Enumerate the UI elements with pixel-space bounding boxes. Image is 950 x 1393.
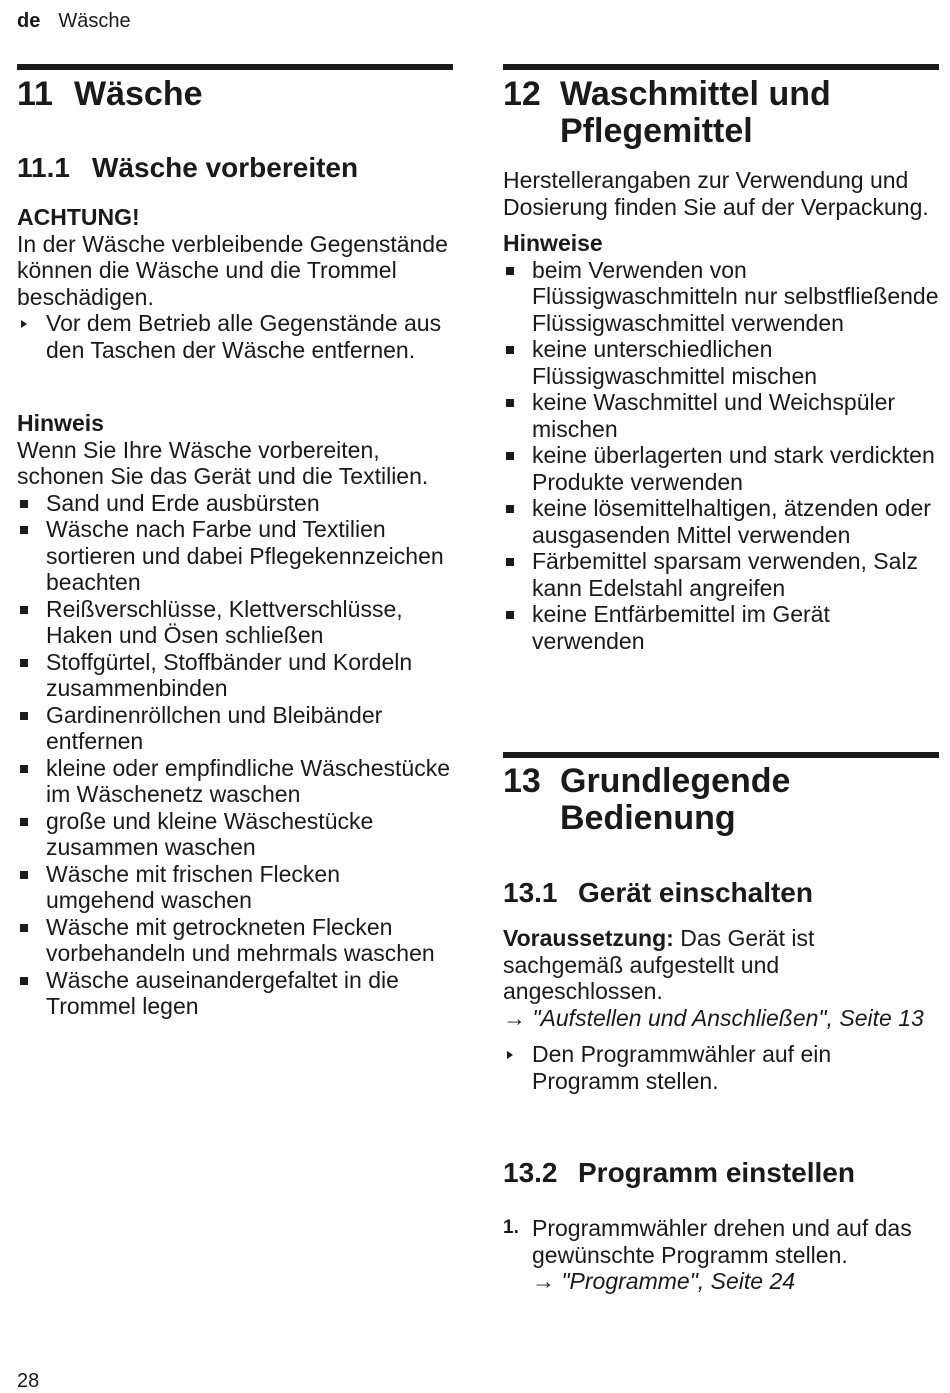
- list-item: Wäsche mit frischen Flecken umgehend waschen: [17, 861, 453, 914]
- section-rule: [17, 64, 453, 70]
- section-13-heading: 13 Grundlegende Bedienung: [503, 762, 791, 837]
- warning-block: [17, 204, 453, 363]
- list-item: Stoffgürtel, Stoffbänder und Kordeln zusammenbinden: [17, 649, 453, 702]
- list-item: große und kleine Wäschestücke zusammen waschen: [17, 808, 453, 861]
- detergent-list: [503, 257, 939, 655]
- numbered-step: 1. Programmwähler drehen und auf das gewünschte Programm stellen. → "Programme", Seite 24: [503, 1215, 939, 1295]
- subsection-13-1-heading: 13.1 Gerät einschalten: [503, 877, 813, 908]
- section-11-heading: 11 Wäsche: [17, 75, 203, 113]
- subsection-11-1-heading: 11.1 Wäsche vorbereiten: [17, 152, 359, 183]
- cross-reference: → "Programme", Seite 24: [532, 1268, 796, 1294]
- list-item: Färbemittel sparsam verwenden, Salz kann Edelstahl angreifen: [503, 548, 939, 601]
- language-code: de: [17, 10, 41, 32]
- detergent-intro: Herstellerangaben zur Verwendung und Dosierung finden Sie auf der Verpackung.: [503, 167, 929, 220]
- list-item: Wäsche auseinandergefaltet in die Trommel legen: [17, 967, 453, 1020]
- warning-text: In der Wäsche verbleibende Gegenstände können die Wäsche und die Trommel beschädigen.: [17, 230, 448, 310]
- list-item: keine überlagerten und stark verdickten Produkte verwenden: [503, 442, 939, 495]
- step-number: 1.: [503, 1217, 519, 1238]
- list-item: keine Waschmittel und Weichspüler mischen: [503, 389, 939, 442]
- section-rule: [503, 752, 939, 758]
- section-12-heading: 12 Waschmittel und Pflegemittel: [503, 75, 831, 150]
- list-item: keine unterschiedlichen Flüssigwaschmittel mischen: [503, 336, 939, 389]
- list-item: keine lösemittelhaltigen, ätzenden oder ausgasenden Mittel verwenden: [503, 495, 939, 548]
- step-item: Den Programmwähler auf ein Programm stellen.: [503, 1041, 939, 1094]
- list-item: Wäsche nach Farbe und Textilien sortieren und dabei Pflegekennzeichen beachten: [17, 516, 453, 596]
- list-item: keine Entfärbemittel im Gerät verwenden: [503, 601, 939, 654]
- subsection-13-2-heading: 13.2 Programm einstellen: [503, 1157, 855, 1188]
- list-item: kleine oder empfindliche Wäschestücke im Wäschenetz waschen: [17, 755, 453, 808]
- section-rule: [503, 64, 939, 70]
- list-item: beim Verwenden von Flüssigwaschmitteln nur selbstfließende Flüssigwaschmittel verwenden: [503, 257, 939, 337]
- header-section: Wäsche: [58, 10, 131, 32]
- program-block: [503, 1215, 939, 1295]
- page-number: 28: [17, 1370, 40, 1392]
- warning-step: Vor dem Betrieb alle Gegenstände aus den Taschen der Wäsche entfernen.: [17, 310, 453, 363]
- list-item: Sand und Erde ausbürsten: [17, 490, 453, 517]
- notes-label: Hinweise: [503, 230, 603, 256]
- prerequisite-label: Voraussetzung:: [503, 925, 674, 951]
- cross-reference: → "Aufstellen und Anschließen", Seite 13: [503, 1004, 924, 1031]
- list-item: Wäsche mit getrockneten Flecken vorbehandeln und mehrmals waschen: [17, 914, 453, 967]
- prerequisite-text: Voraussetzung: Das Gerät ist sachgemäß aufgestellt und angeschlossen.: [503, 925, 815, 1004]
- note-label: Hinweis: [17, 410, 104, 436]
- note-text: Wenn Sie Ihre Wäsche vorbereiten, schonen Sie das Gerät und die Textilien.: [17, 436, 429, 489]
- list-item: Gardinenröllchen und Bleibänder entfernen: [17, 702, 453, 755]
- warning-label: ACHTUNG!: [17, 204, 140, 230]
- detergent-block: [503, 167, 939, 654]
- list-item: Reißverschlüsse, Klettverschlüsse, Haken und Ösen schließen: [17, 596, 453, 649]
- switch-on-block: [503, 925, 939, 1094]
- preparation-list: [17, 490, 453, 1020]
- note-block: [17, 410, 453, 1020]
- running-header: [17, 10, 131, 33]
